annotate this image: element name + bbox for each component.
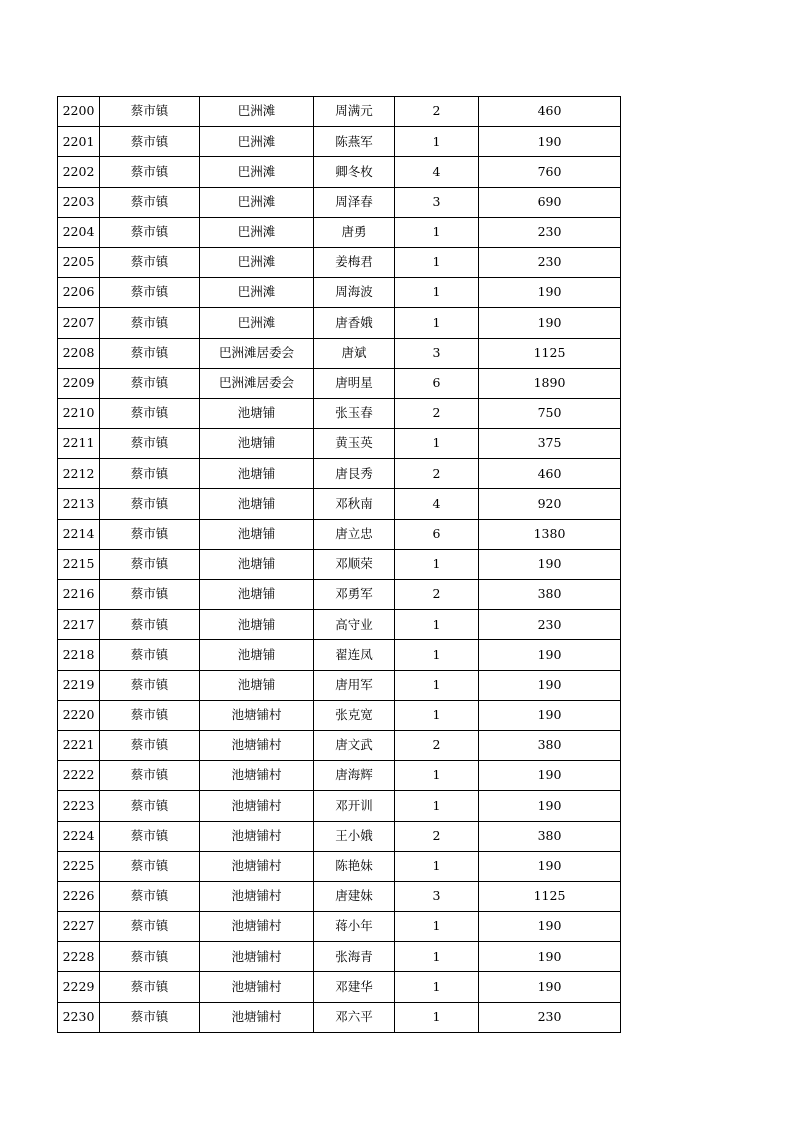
table-row bbox=[58, 127, 621, 157]
village-cell: 巴洲滩 bbox=[200, 127, 314, 157]
name-cell: 唐明星 bbox=[314, 368, 395, 398]
amount-cell: 190 bbox=[479, 942, 621, 972]
row-number-cell: 2203 bbox=[58, 187, 100, 217]
count-cell: 2 bbox=[395, 459, 479, 489]
row-number-cell: 2227 bbox=[58, 912, 100, 942]
row-number-cell: 2216 bbox=[58, 580, 100, 610]
name-cell: 唐香娥 bbox=[314, 308, 395, 338]
town-cell: 蔡市镇 bbox=[100, 519, 200, 549]
table-row bbox=[58, 97, 621, 127]
amount-cell: 460 bbox=[479, 97, 621, 127]
name-cell: 翟连凤 bbox=[314, 640, 395, 670]
name-cell: 周海波 bbox=[314, 278, 395, 308]
table-row bbox=[58, 398, 621, 428]
amount-cell: 380 bbox=[479, 580, 621, 610]
town-cell: 蔡市镇 bbox=[100, 791, 200, 821]
name-cell: 姜梅君 bbox=[314, 247, 395, 277]
count-cell: 1 bbox=[395, 217, 479, 247]
town-cell: 蔡市镇 bbox=[100, 217, 200, 247]
table-row bbox=[58, 670, 621, 700]
table-row bbox=[58, 580, 621, 610]
table-row bbox=[58, 912, 621, 942]
count-cell: 3 bbox=[395, 187, 479, 217]
amount-cell: 190 bbox=[479, 972, 621, 1002]
row-number-cell: 2206 bbox=[58, 278, 100, 308]
amount-cell: 380 bbox=[479, 821, 621, 851]
village-cell: 池塘铺村 bbox=[200, 942, 314, 972]
name-cell: 邓六平 bbox=[314, 1002, 395, 1032]
village-cell: 池塘铺 bbox=[200, 549, 314, 579]
amount-cell: 190 bbox=[479, 670, 621, 700]
table-row bbox=[58, 489, 621, 519]
amount-cell: 1125 bbox=[479, 881, 621, 911]
town-cell: 蔡市镇 bbox=[100, 972, 200, 1002]
count-cell: 1 bbox=[395, 972, 479, 1002]
town-cell: 蔡市镇 bbox=[100, 700, 200, 730]
row-number-cell: 2228 bbox=[58, 942, 100, 972]
table-row bbox=[58, 549, 621, 579]
row-number-cell: 2204 bbox=[58, 217, 100, 247]
name-cell: 张玉春 bbox=[314, 398, 395, 428]
village-cell: 池塘铺村 bbox=[200, 821, 314, 851]
name-cell: 蒋小年 bbox=[314, 912, 395, 942]
table-row bbox=[58, 368, 621, 398]
village-cell: 巴洲滩 bbox=[200, 97, 314, 127]
row-number-cell: 2208 bbox=[58, 338, 100, 368]
village-cell: 巴洲滩 bbox=[200, 247, 314, 277]
table-row bbox=[58, 157, 621, 187]
table-row bbox=[58, 187, 621, 217]
village-cell: 池塘铺 bbox=[200, 670, 314, 700]
count-cell: 4 bbox=[395, 157, 479, 187]
amount-cell: 1380 bbox=[479, 519, 621, 549]
village-cell: 池塘铺 bbox=[200, 459, 314, 489]
town-cell: 蔡市镇 bbox=[100, 308, 200, 338]
town-cell: 蔡市镇 bbox=[100, 459, 200, 489]
name-cell: 唐文武 bbox=[314, 730, 395, 760]
table-row bbox=[58, 700, 621, 730]
amount-cell: 190 bbox=[479, 640, 621, 670]
count-cell: 1 bbox=[395, 429, 479, 459]
data-table-container bbox=[57, 96, 621, 1033]
amount-cell: 380 bbox=[479, 730, 621, 760]
town-cell: 蔡市镇 bbox=[100, 549, 200, 579]
amount-cell: 375 bbox=[479, 429, 621, 459]
count-cell: 1 bbox=[395, 549, 479, 579]
village-cell: 池塘铺村 bbox=[200, 761, 314, 791]
table-row bbox=[58, 338, 621, 368]
name-cell: 唐勇 bbox=[314, 217, 395, 247]
town-cell: 蔡市镇 bbox=[100, 942, 200, 972]
town-cell: 蔡市镇 bbox=[100, 670, 200, 700]
table-row bbox=[58, 821, 621, 851]
count-cell: 1 bbox=[395, 851, 479, 881]
count-cell: 1 bbox=[395, 278, 479, 308]
name-cell: 邓勇军 bbox=[314, 580, 395, 610]
table-row bbox=[58, 881, 621, 911]
count-cell: 2 bbox=[395, 97, 479, 127]
count-cell: 1 bbox=[395, 308, 479, 338]
village-cell: 池塘铺村 bbox=[200, 700, 314, 730]
row-number-cell: 2224 bbox=[58, 821, 100, 851]
count-cell: 6 bbox=[395, 519, 479, 549]
count-cell: 3 bbox=[395, 338, 479, 368]
table-row bbox=[58, 972, 621, 1002]
town-cell: 蔡市镇 bbox=[100, 761, 200, 791]
village-cell: 池塘铺村 bbox=[200, 791, 314, 821]
name-cell: 高守业 bbox=[314, 610, 395, 640]
table-row bbox=[58, 851, 621, 881]
row-number-cell: 2229 bbox=[58, 972, 100, 1002]
town-cell: 蔡市镇 bbox=[100, 398, 200, 428]
village-cell: 巴洲滩 bbox=[200, 308, 314, 338]
name-cell: 唐立忠 bbox=[314, 519, 395, 549]
amount-cell: 190 bbox=[479, 278, 621, 308]
amount-cell: 190 bbox=[479, 700, 621, 730]
village-cell: 池塘铺村 bbox=[200, 851, 314, 881]
village-cell: 池塘铺 bbox=[200, 580, 314, 610]
row-number-cell: 2211 bbox=[58, 429, 100, 459]
name-cell: 唐斌 bbox=[314, 338, 395, 368]
village-cell: 池塘铺 bbox=[200, 429, 314, 459]
village-cell: 池塘铺村 bbox=[200, 912, 314, 942]
village-cell: 巴洲滩居委会 bbox=[200, 338, 314, 368]
table-row bbox=[58, 278, 621, 308]
row-number-cell: 2230 bbox=[58, 1002, 100, 1032]
count-cell: 6 bbox=[395, 368, 479, 398]
village-cell: 巴洲滩 bbox=[200, 157, 314, 187]
name-cell: 周泽春 bbox=[314, 187, 395, 217]
table-body bbox=[58, 97, 621, 1033]
amount-cell: 190 bbox=[479, 308, 621, 338]
count-cell: 2 bbox=[395, 398, 479, 428]
name-cell: 陈艳妹 bbox=[314, 851, 395, 881]
name-cell: 黄玉英 bbox=[314, 429, 395, 459]
row-number-cell: 2202 bbox=[58, 157, 100, 187]
town-cell: 蔡市镇 bbox=[100, 247, 200, 277]
town-cell: 蔡市镇 bbox=[100, 127, 200, 157]
amount-cell: 190 bbox=[479, 912, 621, 942]
village-cell: 池塘铺 bbox=[200, 398, 314, 428]
row-number-cell: 2222 bbox=[58, 761, 100, 791]
row-number-cell: 2214 bbox=[58, 519, 100, 549]
amount-cell: 190 bbox=[479, 851, 621, 881]
row-number-cell: 2220 bbox=[58, 700, 100, 730]
table-row bbox=[58, 730, 621, 760]
row-number-cell: 2201 bbox=[58, 127, 100, 157]
town-cell: 蔡市镇 bbox=[100, 580, 200, 610]
count-cell: 1 bbox=[395, 791, 479, 821]
count-cell: 2 bbox=[395, 730, 479, 760]
name-cell: 唐建妹 bbox=[314, 881, 395, 911]
row-number-cell: 2223 bbox=[58, 791, 100, 821]
table-row bbox=[58, 1002, 621, 1032]
row-number-cell: 2207 bbox=[58, 308, 100, 338]
table-row bbox=[58, 308, 621, 338]
town-cell: 蔡市镇 bbox=[100, 1002, 200, 1032]
count-cell: 1 bbox=[395, 247, 479, 277]
row-number-cell: 2226 bbox=[58, 881, 100, 911]
count-cell: 1 bbox=[395, 1002, 479, 1032]
town-cell: 蔡市镇 bbox=[100, 489, 200, 519]
village-cell: 巴洲滩 bbox=[200, 217, 314, 247]
row-number-cell: 2200 bbox=[58, 97, 100, 127]
name-cell: 邓秋南 bbox=[314, 489, 395, 519]
town-cell: 蔡市镇 bbox=[100, 912, 200, 942]
table-row bbox=[58, 519, 621, 549]
village-cell: 池塘铺村 bbox=[200, 1002, 314, 1032]
name-cell: 王小娥 bbox=[314, 821, 395, 851]
name-cell: 邓开训 bbox=[314, 791, 395, 821]
data-table bbox=[57, 96, 621, 1033]
town-cell: 蔡市镇 bbox=[100, 368, 200, 398]
row-number-cell: 2225 bbox=[58, 851, 100, 881]
row-number-cell: 2209 bbox=[58, 368, 100, 398]
amount-cell: 230 bbox=[479, 217, 621, 247]
amount-cell: 750 bbox=[479, 398, 621, 428]
amount-cell: 190 bbox=[479, 127, 621, 157]
table-row bbox=[58, 429, 621, 459]
amount-cell: 1125 bbox=[479, 338, 621, 368]
name-cell: 陈燕军 bbox=[314, 127, 395, 157]
row-number-cell: 2213 bbox=[58, 489, 100, 519]
town-cell: 蔡市镇 bbox=[100, 338, 200, 368]
village-cell: 巴洲滩 bbox=[200, 187, 314, 217]
amount-cell: 230 bbox=[479, 1002, 621, 1032]
name-cell: 张克宽 bbox=[314, 700, 395, 730]
amount-cell: 230 bbox=[479, 247, 621, 277]
row-number-cell: 2210 bbox=[58, 398, 100, 428]
name-cell: 邓建华 bbox=[314, 972, 395, 1002]
name-cell: 唐海辉 bbox=[314, 761, 395, 791]
amount-cell: 190 bbox=[479, 791, 621, 821]
amount-cell: 690 bbox=[479, 187, 621, 217]
town-cell: 蔡市镇 bbox=[100, 881, 200, 911]
count-cell: 1 bbox=[395, 610, 479, 640]
village-cell: 池塘铺村 bbox=[200, 972, 314, 1002]
town-cell: 蔡市镇 bbox=[100, 821, 200, 851]
count-cell: 1 bbox=[395, 700, 479, 730]
row-number-cell: 2205 bbox=[58, 247, 100, 277]
row-number-cell: 2215 bbox=[58, 549, 100, 579]
table-row bbox=[58, 247, 621, 277]
amount-cell: 920 bbox=[479, 489, 621, 519]
table-row bbox=[58, 761, 621, 791]
count-cell: 4 bbox=[395, 489, 479, 519]
row-number-cell: 2218 bbox=[58, 640, 100, 670]
count-cell: 1 bbox=[395, 942, 479, 972]
town-cell: 蔡市镇 bbox=[100, 640, 200, 670]
count-cell: 1 bbox=[395, 761, 479, 791]
count-cell: 1 bbox=[395, 912, 479, 942]
amount-cell: 190 bbox=[479, 761, 621, 791]
village-cell: 池塘铺村 bbox=[200, 730, 314, 760]
town-cell: 蔡市镇 bbox=[100, 157, 200, 187]
name-cell: 唐用军 bbox=[314, 670, 395, 700]
village-cell: 池塘铺村 bbox=[200, 881, 314, 911]
amount-cell: 760 bbox=[479, 157, 621, 187]
count-cell: 2 bbox=[395, 821, 479, 851]
name-cell: 卿冬枚 bbox=[314, 157, 395, 187]
amount-cell: 190 bbox=[479, 549, 621, 579]
count-cell: 1 bbox=[395, 127, 479, 157]
village-cell: 池塘铺 bbox=[200, 610, 314, 640]
name-cell: 唐艮秀 bbox=[314, 459, 395, 489]
town-cell: 蔡市镇 bbox=[100, 730, 200, 760]
table-row bbox=[58, 791, 621, 821]
village-cell: 池塘铺 bbox=[200, 489, 314, 519]
town-cell: 蔡市镇 bbox=[100, 187, 200, 217]
village-cell: 池塘铺 bbox=[200, 640, 314, 670]
village-cell: 巴洲滩居委会 bbox=[200, 368, 314, 398]
count-cell: 1 bbox=[395, 670, 479, 700]
name-cell: 邓顺荣 bbox=[314, 549, 395, 579]
table-row bbox=[58, 459, 621, 489]
table-row bbox=[58, 217, 621, 247]
town-cell: 蔡市镇 bbox=[100, 610, 200, 640]
count-cell: 1 bbox=[395, 640, 479, 670]
row-number-cell: 2219 bbox=[58, 670, 100, 700]
name-cell: 周满元 bbox=[314, 97, 395, 127]
village-cell: 巴洲滩 bbox=[200, 278, 314, 308]
town-cell: 蔡市镇 bbox=[100, 851, 200, 881]
row-number-cell: 2221 bbox=[58, 730, 100, 760]
count-cell: 2 bbox=[395, 580, 479, 610]
town-cell: 蔡市镇 bbox=[100, 429, 200, 459]
amount-cell: 230 bbox=[479, 610, 621, 640]
table-row bbox=[58, 610, 621, 640]
row-number-cell: 2217 bbox=[58, 610, 100, 640]
amount-cell: 1890 bbox=[479, 368, 621, 398]
name-cell: 张海青 bbox=[314, 942, 395, 972]
row-number-cell: 2212 bbox=[58, 459, 100, 489]
table-row bbox=[58, 942, 621, 972]
town-cell: 蔡市镇 bbox=[100, 97, 200, 127]
amount-cell: 460 bbox=[479, 459, 621, 489]
count-cell: 3 bbox=[395, 881, 479, 911]
village-cell: 池塘铺 bbox=[200, 519, 314, 549]
table-row bbox=[58, 640, 621, 670]
town-cell: 蔡市镇 bbox=[100, 278, 200, 308]
